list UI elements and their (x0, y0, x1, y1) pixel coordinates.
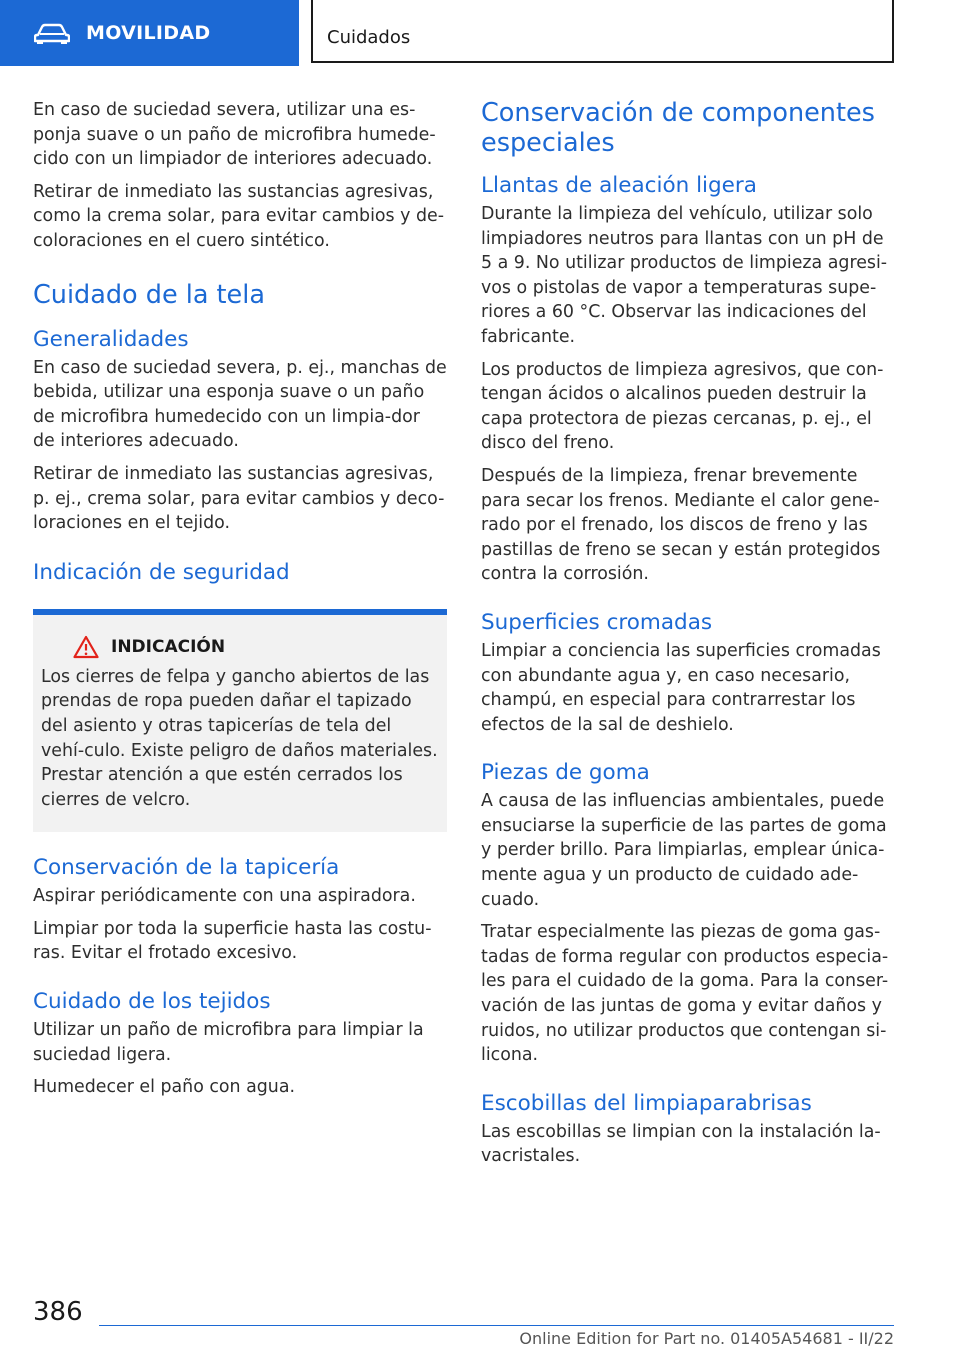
paragraph: Las escobillas se limpian con la instalación la-vacristales. (481, 1121, 881, 1167)
warning-triangle-icon (73, 635, 99, 659)
paragraph: Retirar de inmediato las sustancias agresivas, p. ej., crema solar, para evitar cambios y deco-loraciones en el tejido. (33, 463, 445, 534)
edition-link[interactable]: Online Edition for Part no. 01405A54681 - II/22 (519, 1329, 894, 1348)
right-column (481, 98, 895, 1177)
paragraph: En caso de suciedad severa, utilizar una es-ponja suave o un paño de microfibra humede-cido con un limpiador de interiores adecuado. (33, 100, 436, 170)
chapter-label: MOVILIDAD (86, 22, 211, 44)
paragraph: Humedecer el paño con agua. (33, 1077, 296, 1098)
paragraph: Tratar especialmente las piezas de goma gas-tadas de forma regular con productos especia-les para el cuidado de la goma. Para la conser-vación de las juntas de goma y evitar daños y ruidos, no utilizar productos que contengan si-licona. (481, 922, 889, 1066)
safety-note-box (33, 609, 447, 833)
note-text: Los cierres de felpa y gancho abiertos de las prendas de ropa pueden dañar el tapizado del asiento y otras tapicerías de tela del vehí-culo. Existe peligro de daños materiales. Prestar atención a que estén cerrados los cierres de velcro. (41, 666, 438, 810)
note-title: INDICACIÓN (111, 636, 226, 657)
heading-escobillas: Escobillas del limpiaparabrisas (481, 1090, 812, 1116)
note-header (41, 635, 439, 659)
heading-indicacion-seguridad: Indicación de seguridad (33, 559, 290, 585)
section-box (311, 0, 894, 63)
paragraph: Retirar de inmediato las sustancias agresivas, como la crema solar, para evitar cambios y de-coloraciones en el cuero sintético. (33, 181, 444, 251)
paragraph: Utilizar un paño de microfibra para limpiar la suciedad ligera. (33, 1020, 424, 1065)
paragraph: En caso de suciedad severa, p. ej., manchas de bebida, utilizar una esponja suave o un paño de microfibra humedecido con un limpia-dor de interiores adecuado. (33, 357, 447, 452)
car-icon (34, 22, 70, 44)
paragraph: Los productos de limpieza agresivos, que con-tengan ácidos o alcalinos pueden destruir la capa protectora de piezas cercanas, p. ej., el disco del freno. (481, 359, 884, 454)
heading-conservacion-tapiceria: Conservación de la tapicería (33, 855, 340, 881)
paragraph: Limpiar por toda la superficie hasta las costu-ras. Evitar el frotado excesivo. (33, 918, 432, 964)
paragraph: Durante la limpieza del vehículo, utilizar solo limpiadores neutros para llantas con un pH de 5 a 9. No utilizar productos de limpieza agresi-vos o pistolas de vapor a temperaturas supe-riores a 60 °C. Observar las indicaciones del fabricante. (481, 204, 888, 347)
heading-conservacion-componentes: Conservación de componentes especiales (481, 98, 875, 158)
heading-generalidades: Generalidades (33, 326, 189, 352)
chapter-tab[interactable] (0, 0, 299, 66)
heading-superficies-cromadas: Superficies cromadas (481, 609, 713, 635)
page-header (0, 0, 960, 66)
heading-llantas: Llantas de aleación ligera (481, 173, 757, 198)
left-column (33, 98, 447, 1108)
heading-cuidado-tela: Cuidado de la tela (33, 279, 265, 310)
section-label: Cuidados (327, 27, 411, 48)
paragraph: Aspirar periódicamente con una aspiradora. (33, 886, 416, 907)
footer-divider (99, 1325, 894, 1326)
paragraph: Limpiar a conciencia las superficies cromadas con abundante agua y, en caso necesario, champú, en especial para contrarrestar los efectos de la sal de deshielo. (481, 640, 881, 735)
heading-piezas-goma: Piezas de goma (481, 760, 650, 786)
paragraph: A causa de las influencias ambientales, puede ensuciarse la superficie de las partes de goma y perder brillo. Para limpiarlas, emplear única-mente agua y un producto de cuidado ade-cuado. (481, 791, 887, 910)
page-number: 386 (33, 1297, 83, 1327)
heading-cuidado-tejidos: Cuidado de los tejidos (33, 989, 271, 1015)
paragraph: Después de la limpieza, frenar brevemente para secar los frenos. Mediante el calor gene-rado por el frenado, los discos de freno y las pastillas de freno se secan y están protegidos contra la corrosión. (481, 465, 881, 585)
